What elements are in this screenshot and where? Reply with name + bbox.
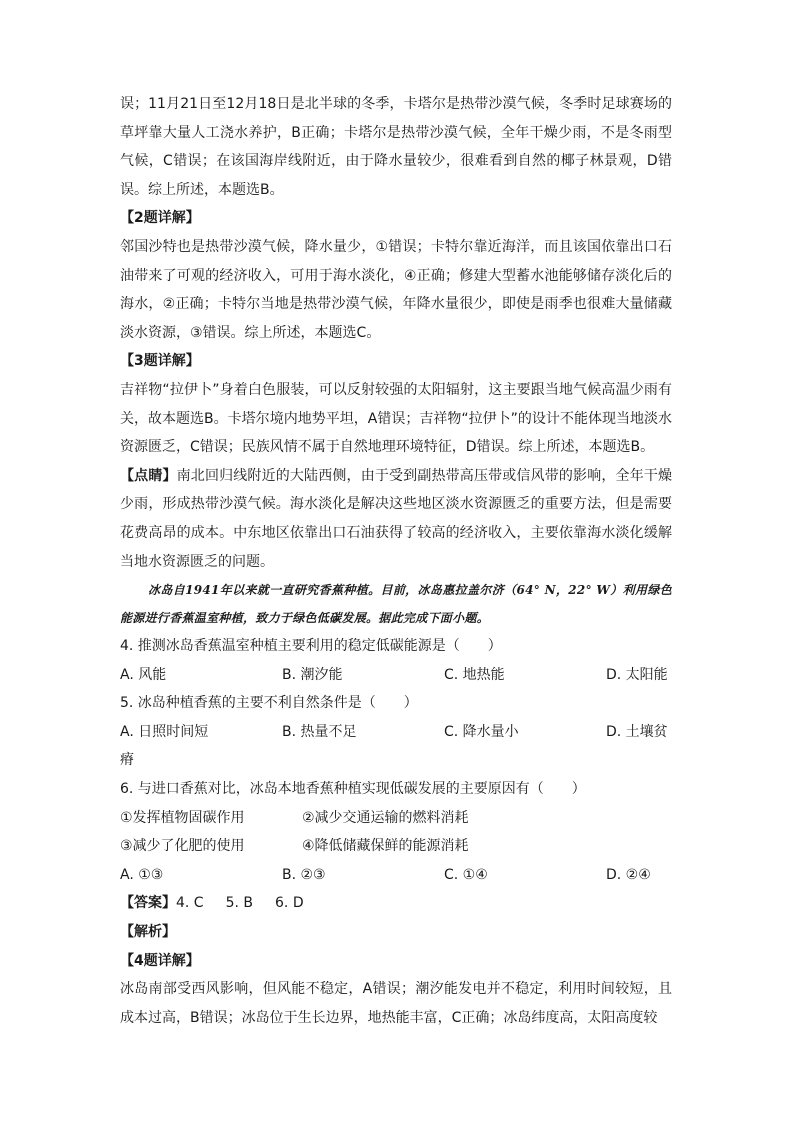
q6-statement-3: ③减少了化肥的使用	[120, 838, 245, 855]
q5-option-b: B. 热量不足	[282, 723, 357, 740]
document-page	[120, 90, 672, 1032]
answer-5: 5. B	[225, 895, 254, 912]
q6-statements-row-1	[120, 804, 672, 833]
q1-explanation-continued: 误；11月21日至12月18日是北半球的冬季，卡塔尔是热带沙漠气候，冬季时足球赛场的草坪靠大量人工浇水养护，B正确；卡塔尔是热带沙漠气候，全年干燥少雨，不是冬雨型气候，C错误；在该国海岸线附近，由于降水量较少，很难看到自然的椰子林景观，D错误。综上所述，本题选B。	[120, 96, 672, 198]
q3-explanation: 吉祥物“拉伊卜”身着白色服装，可以反射较强的太阳辐射，这主要跟当地气候高温少雨有关，故本题选B。卡塔尔境内地势平坦，A错误；吉祥物“拉伊卜”的设计不能体现当地淡水资源匮乏，C错误；民族风情不属于自然地理环境特征，D错误。综上所述，本题选B。	[120, 381, 672, 456]
tip-paragraph	[120, 462, 672, 576]
tip-text: 南北回归线附近的大陆西侧，由于受到副热带高压带或信风带的影响，全年干燥少雨，形成热带沙漠气候。海水淡化是解决这些地区淡水资源匮乏的重要方法，但是需要花费高昂的成本。中东地区依靠出口石油获得了较高的经济收入，主要依靠海水淡化缓解当地水资源匮乏的问题。	[120, 467, 673, 570]
q6-option-d: D. ②④	[606, 866, 651, 883]
q4-option-d: D. 太阳能	[606, 666, 668, 683]
q5-option-c: C. 降水量小	[444, 723, 519, 740]
q6-option-a: A. ①③	[120, 866, 164, 883]
q6-option-c: C. ①④	[444, 866, 488, 883]
q2-explanation: 邻国沙特也是热带沙漠气候，降水量少，①错误；卡特尔靠近海洋，而且该国依靠出口石油带来了可观的经济收入，可用于海水淡化，④正确；修建大型蓄水池能够储存淡化后的海水，②正确；卡特尔当地是热带沙漠气候，年降水量很少，即使是雨季也很难大量储藏淡水资源，③错误。综上所述，本题选C。	[120, 238, 672, 341]
answer-line	[120, 889, 672, 918]
q5-option-d: D. 土壤贫	[606, 723, 668, 740]
answer-6: 6. D	[275, 895, 304, 912]
q6-stem: 6. 与进口香蕉对比，冰岛本地香蕉种植实现低碳发展的主要原因有（ ）	[120, 781, 586, 798]
q4-options	[120, 661, 672, 690]
q2-detail-heading: 【2题详解】	[120, 210, 200, 227]
q3-detail-heading: 【3题详解】	[120, 353, 200, 370]
answer-label: 【答案】	[120, 895, 176, 912]
q6-statement-2: ②减少交通运输的燃料消耗	[302, 809, 469, 826]
question-intro: 冰岛自1941年以来就一直研究香蕉种植。目前，冰岛惠拉盖尔济（64° N，22° W）利用绿色能源进行香蕉温室种植，致力于绿色低碳发展。据此完成下面小题。	[120, 583, 672, 626]
q6-option-b: B. ②③	[282, 866, 326, 883]
q6-statement-4: ④降低储藏保鲜的能源消耗	[302, 838, 469, 855]
answer-4: 4. C	[176, 895, 204, 912]
q4-explanation: 冰岛南部受西风影响，但风能不稳定，A错误；潮汐能发电并不稳定，利用时间较短，且成本过高，B错误；冰岛位于生长边界，地热能丰富，C正确；冰岛纬度高，太阳高度较	[120, 981, 672, 1026]
q6-statement-1: ①发挥植物固碳作用	[120, 809, 245, 826]
q4-option-b: B. 潮汐能	[282, 666, 343, 683]
q5-option-a: A. 日照时间短	[120, 723, 209, 740]
analysis-heading: 【解析】	[120, 924, 176, 941]
q5-stem: 5. 冰岛种植香蕉的主要不利自然条件是（ ）	[120, 695, 418, 712]
q6-statements-row-2	[120, 832, 672, 861]
q4-option-c: C. 地热能	[444, 666, 505, 683]
q5-options	[120, 718, 672, 747]
q4-stem: 4. 推测冰岛香蕉温室种植主要利用的稳定低碳能源是（ ）	[120, 638, 502, 655]
q4-option-a: A. 风能	[120, 666, 167, 683]
tip-label: 【点睛】	[120, 467, 177, 484]
q6-options	[120, 861, 672, 890]
q4-detail-heading: 【4题详解】	[120, 952, 200, 969]
q5-option-d-wrap: 瘠	[120, 752, 134, 769]
